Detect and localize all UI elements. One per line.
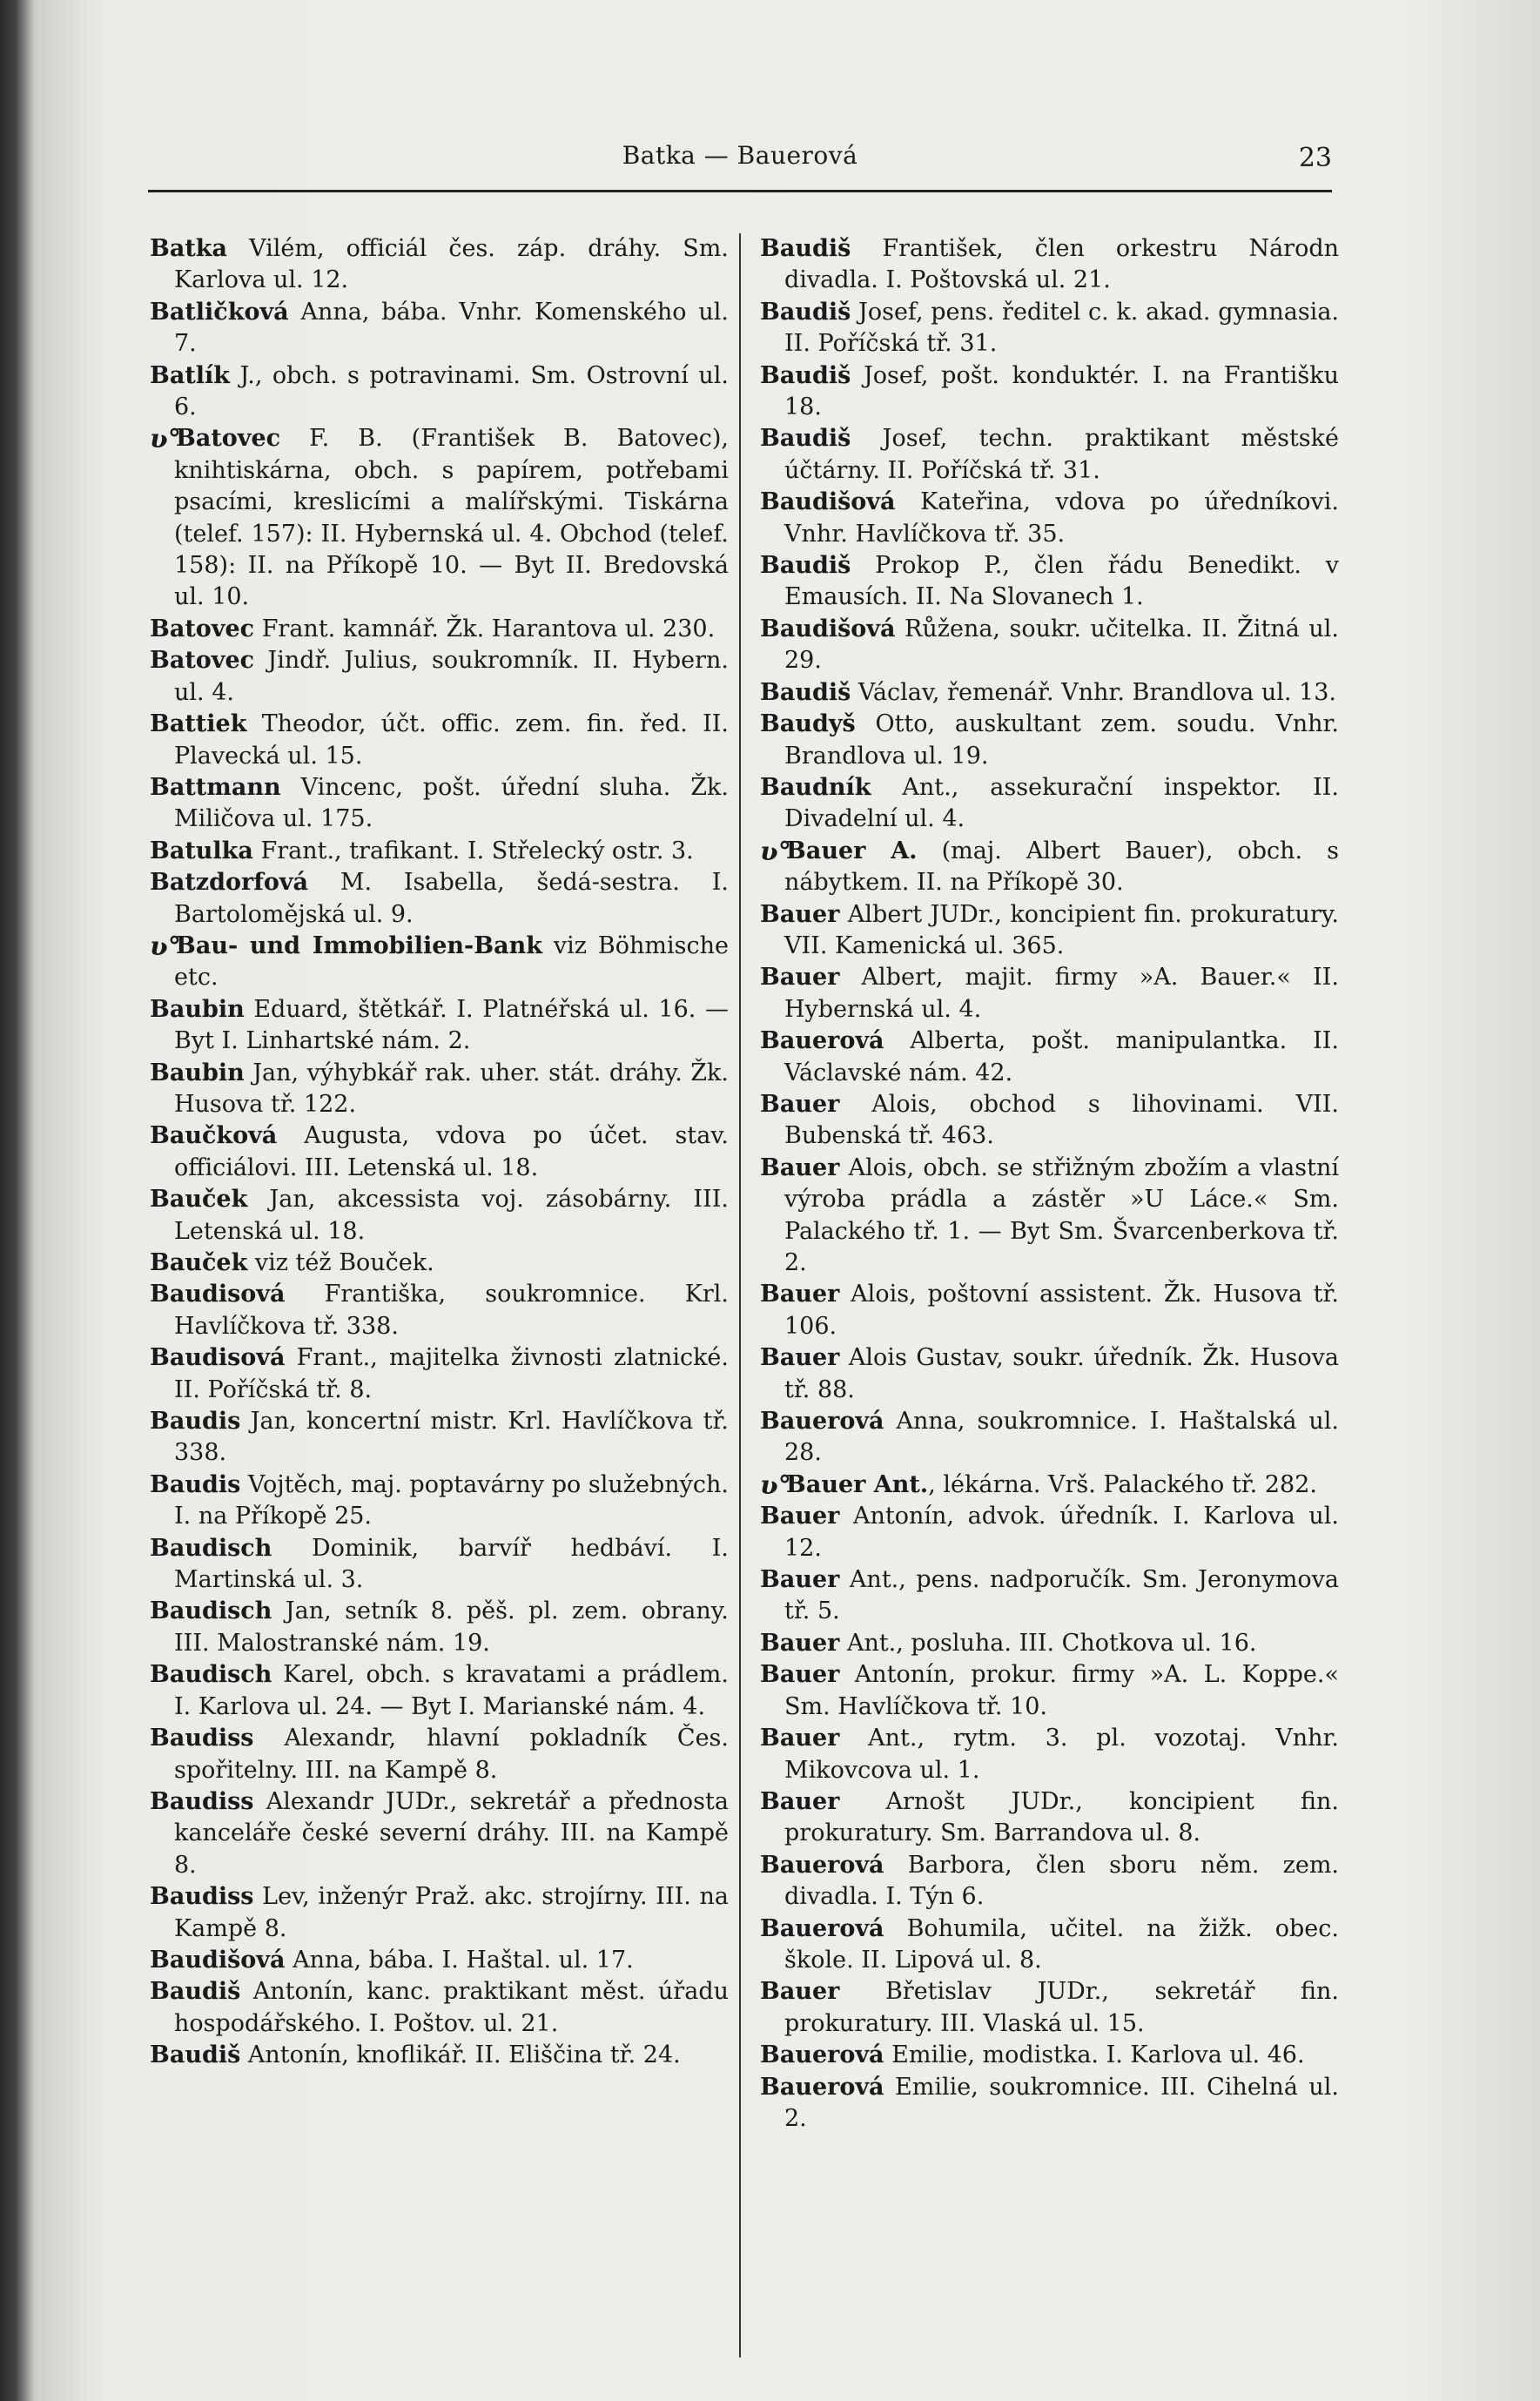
directory-entry: [760, 1279, 1339, 1342]
directory-entry: [760, 614, 1339, 677]
directory-entry: [150, 1881, 729, 1945]
entry-name: Baudiš: [760, 361, 851, 389]
directory-entry: [760, 2040, 1339, 2071]
entry-name: Baudišová: [150, 1946, 286, 1974]
entry-details: František, člen orkestru Národn divadla. I. Poštovská ul. 21.: [784, 235, 1339, 294]
entry-details: Anna, bába. Vnhr. Komenského ul. 7.: [174, 298, 729, 358]
entry-details: Frant., trafikant. I. Střelecký ostr. 3.: [252, 837, 694, 864]
entry-name: Bauer: [760, 1725, 840, 1752]
left-column: [150, 233, 729, 2072]
entry-details: viz též Bouček.: [247, 1249, 434, 1276]
directory-entry: [760, 1628, 1339, 1659]
directory-entry: [760, 1723, 1339, 1786]
entry-details: Alexandr JUDr., sekretář a přednosta kanceláře české severní dráhy. III. na Kampě 8.: [174, 1787, 729, 1879]
entry-details: Jan, setník 8. pěš. pl. zem. obrany. III. Malostranské nám. 19.: [174, 1597, 729, 1657]
entry-details: M. Isabella, šedá-sestra. I. Bartolomějská ul. 9.: [174, 869, 729, 928]
entry-details: Václav, řemenář. Vnhr. Brandlova ul. 13.: [851, 678, 1336, 706]
entry-details: Barbora, člen sboru něm. zem. divadla. I. Týn 6.: [784, 1851, 1339, 1911]
directory-entry: [760, 899, 1339, 963]
directory-entry: [760, 1786, 1339, 1850]
entry-name: Baudiš: [760, 298, 851, 326]
entry-name: Bauer: [760, 964, 840, 992]
directory-entry: [150, 1659, 729, 1723]
directory-entry: [150, 1945, 729, 1976]
entry-details: Albert JUDr., koncipient fin. prokuratury. VII. Kamenická ul. 365.: [784, 900, 1339, 959]
entry-details: Augusta, vdova po účet. stav. officiálovi. III. Letenská ul. 18.: [174, 1122, 729, 1181]
directory-entry: [760, 1153, 1339, 1280]
directory-entry: [150, 1470, 729, 1533]
entry-details: Vincenc, pošt. úřední sluha. Žk. Miličova ul. 175.: [174, 773, 729, 833]
entry-details: F. B. (František B. Batovec), knihtiskárna, obch. s papírem, potřebami psacími, kreslicími a malířskými. Tiskárna (telef. 157): II. Hybernská ul. 4. Obchod (telef. 158): II. na Příkopě 10. — Byt II. Bredovská ul. 10.: [174, 425, 729, 611]
entry-name: Baudisch: [150, 1597, 272, 1625]
entry-details: Albert, majit. firmy »A. Bauer.« II. Hybernská ul. 4.: [784, 964, 1339, 1023]
entry-details: Vojtěch, maj. poptavárny po služebných. I. na Příkopě 25.: [174, 1470, 729, 1530]
entry-details: Alberta, pošt. manipulantka. II. Václavské nám. 42.: [784, 1027, 1339, 1086]
entry-details: Kateřina, vdova po úředníkovi. Vnhr. Havlíčkova tř. 35.: [784, 488, 1339, 548]
entry-details: Antonín, prokur. firmy »A. L. Koppe.« Sm. Havlíčkova tř. 10.: [784, 1661, 1339, 1720]
directory-entry: [760, 297, 1339, 360]
entry-details: Vilém, officiál čes. záp. dráhy. Sm. Karlova ul. 12.: [174, 235, 729, 294]
entry-name: Bauer: [760, 1661, 840, 1689]
directory-entry: [150, 297, 729, 360]
entry-details: Růžena, soukr. učitelka. II. Žitná ul. 29.: [784, 615, 1339, 675]
entry-details: Emilie, soukromnice. III. Cihelná ul. 2.: [784, 2073, 1339, 2132]
entry-name: Bauerová: [760, 2041, 884, 2069]
entry-details: Ant., posluha. III. Chotkova ul. 16.: [839, 1629, 1257, 1657]
entry-name: Batlík: [150, 361, 231, 389]
entry-name: Bauer: [760, 1566, 840, 1594]
directory-entry: [150, 709, 729, 772]
entry-details: Otto, auskultant zem. soudu. Vnhr. Brandlova ul. 19.: [784, 710, 1339, 770]
entry-name: Baudiš: [760, 425, 851, 453]
entry-details: Ant., assekurační inspektor. II. Divadelní ul. 4.: [784, 773, 1339, 833]
entry-name: Bauer: [760, 1503, 840, 1530]
header-title: Batka — Bauerová: [622, 141, 858, 170]
entry-details: Eduard, štětkář. I. Platnéřská ul. 16. — Byt I. Linhartské nám. 2.: [174, 995, 729, 1055]
directory-entry: [760, 1501, 1339, 1564]
entry-details: viz Böhmische etc.: [174, 931, 729, 992]
directory-entry: [150, 360, 729, 424]
entry-name: Baudiš: [760, 678, 851, 706]
entry-details: J., obch. s potravinami. Sm. Ostrovní ul. 6.: [174, 361, 729, 421]
entry-details: , lékárna. Vrš. Palackého tř. 282.: [928, 1470, 1317, 1498]
entry-name: Baubin: [150, 1059, 245, 1086]
entry-details: Arnošt JUDr., koncipient fin. prokuratury. Sm. Barrandova ul. 8.: [784, 1787, 1339, 1847]
telephone-mark-icon: ʋ°: [760, 836, 791, 867]
entry-name: Bauer: [760, 1629, 840, 1657]
entry-name: Baudiss: [150, 1787, 254, 1815]
entry-details: Jan, akcessista voj. zásobárny. III. Letenská ul. 18.: [174, 1186, 729, 1245]
directory-entry: [760, 423, 1339, 487]
entry-name: Bauerová: [760, 1408, 884, 1436]
entry-details: Lev, inženýr Praž. akc. strojírny. III. na Kampě 8.: [174, 1883, 729, 1942]
entry-details: Alois Gustav, soukr. úředník. Žk. Husova tř. 88.: [784, 1344, 1339, 1403]
directory-entry: [150, 1723, 729, 1786]
entry-name: Baubin: [150, 995, 245, 1023]
directory-entry: [150, 1533, 729, 1597]
directory-entry: [760, 1342, 1339, 1406]
directory-entry: [760, 709, 1339, 772]
entry-details: Alois, obchod s lihovinami. VII. Bubenská tř. 463.: [784, 1090, 1339, 1150]
entry-name: Baudiš: [150, 2041, 241, 2069]
entry-name: Batzdorfová: [150, 869, 309, 897]
entry-name: Bauček: [150, 1249, 248, 1276]
directory-entry: [150, 1976, 729, 2040]
entry-details: Ant., pens. nadporučík. Sm. Jeronymova tř. 5.: [784, 1566, 1339, 1625]
entry-name: Batovec: [176, 425, 281, 453]
entry-details: Josef, pošt. konduktér. I. na Františku 18.: [784, 361, 1339, 421]
entry-details: Alexandr, hlavní pokladník Čes. spořitelny. III. na Kampě 8.: [174, 1725, 729, 1784]
entry-details: Theodor, účt. offic. zem. fin. řed. II. Plavecká ul. 15.: [174, 710, 729, 770]
entry-name: Batličková: [150, 298, 289, 326]
entry-details: Jan, koncertní mistr. Krl. Havlíčkova tř. 338.: [174, 1408, 729, 1467]
directory-entry: [150, 867, 729, 931]
entry-details: Antonín, advok. úředník. I. Karlova ul. 12.: [784, 1503, 1339, 1562]
telephone-mark-icon: ʋ°: [150, 424, 181, 455]
entry-name: Baudisch: [150, 1534, 272, 1562]
entry-name: Baudisová: [150, 1281, 286, 1308]
entry-name: Baudiš: [150, 1978, 241, 2006]
directory-entry: [150, 645, 729, 709]
entry-name: Baudiš: [760, 235, 851, 262]
entry-details: Frant. kamnář. Žk. Harantova ul. 230.: [254, 615, 716, 642]
directory-entry: [760, 1659, 1339, 1723]
page-number: 23: [1298, 143, 1332, 173]
entry-name: Bauer: [760, 1090, 840, 1118]
directory-entry: [150, 836, 729, 867]
directory-entry: [150, 423, 729, 613]
entry-name: Bauerová: [760, 1851, 884, 1879]
entry-name: Batulka: [150, 837, 253, 864]
directory-entry: [150, 1248, 729, 1279]
directory-entry: [760, 677, 1339, 709]
entry-details: Františka, soukromnice. Krl. Havlíčkova tř. 338.: [174, 1281, 729, 1340]
directory-entry: [150, 2040, 729, 2071]
directory-entry: [760, 1406, 1339, 1470]
directory-entry: [760, 487, 1339, 550]
entry-name: Batovec: [150, 647, 255, 675]
entry-details: Emilie, modistka. I. Karlova ul. 46.: [884, 2041, 1305, 2069]
entry-name: Baudiss: [150, 1883, 254, 1911]
directory-entry: [150, 994, 729, 1058]
directory-entry: [760, 360, 1339, 424]
entry-details: (maj. Albert Bauer), obch. s nábytkem. II. na Příkopě 30.: [784, 837, 1339, 897]
entry-name: Battiek: [150, 710, 247, 738]
entry-details: Jindř. Julius, soukromník. II. Hybern. ul. 4.: [174, 647, 729, 706]
directory-entry: [150, 614, 729, 645]
telephone-mark-icon: ʋ°: [760, 1470, 791, 1501]
directory-entry: [150, 1120, 729, 1184]
entry-name: Baudisová: [150, 1344, 286, 1372]
column-divider: [739, 233, 741, 2357]
entry-name: Battmann: [150, 773, 281, 801]
directory-entry: [150, 1786, 729, 1881]
entry-name: Bauerová: [760, 1914, 884, 1942]
entry-details: Bohumila, učitel. na žižk. obec. škole. II. Lipová ul. 8.: [784, 1914, 1339, 1974]
entry-name: Baučková: [150, 1122, 278, 1150]
directory-entry: [150, 233, 729, 297]
entry-name: Baudis: [150, 1470, 241, 1498]
directory-entry: [760, 1913, 1339, 1977]
entry-details: Antonín, knoflikář. II. Eliščina tř. 24.: [240, 2041, 681, 2069]
entry-details: Anna, soukromnice. I. Haštalská ul. 28.: [784, 1408, 1339, 1467]
entry-details: Josef, pens. ředitel c. k. akad. gymnasia. II. Poříčská tř. 31.: [784, 298, 1339, 358]
entry-details: Anna, bába. I. Haštal. ul. 17.: [285, 1946, 634, 1974]
entry-name: Baudišová: [760, 488, 896, 516]
entry-details: Alois, poštovní assistent. Žk. Husova tř. 106.: [784, 1281, 1339, 1340]
entry-name: Baudiss: [150, 1725, 254, 1752]
directory-entry: [760, 836, 1339, 899]
entry-details: Alois, obch. se střižným zbožím a vlastní výroba prádla a zástěr »U Láce.« Sm. Palackého tř. 1. — Byt Sm. Švarcenberkova tř. 2.: [784, 1153, 1339, 1276]
directory-entry: [760, 233, 1339, 297]
entry-details: Josef, techn. praktikant městské účtárny. II. Poříčská tř. 31.: [784, 425, 1339, 484]
directory-entry: [760, 1850, 1339, 1913]
directory-entry: [760, 1089, 1339, 1153]
directory-entry: [150, 1184, 729, 1248]
entry-name: Baudiš: [760, 552, 851, 580]
entry-details: Prokop P., člen řádu Benedikt. v Emausích. II. Na Slovanech 1.: [784, 552, 1339, 611]
entry-details: Břetislav JUDr., sekretář fin. prokuratury. III. Vlaská ul. 15.: [784, 1978, 1339, 2037]
directory-entry: [760, 550, 1339, 614]
directory-entry: [760, 1026, 1339, 1089]
entry-name: Baudis: [150, 1408, 241, 1436]
entry-name: Baudyš: [760, 710, 856, 738]
directory-entry: [760, 2072, 1339, 2135]
entry-name: Bauerová: [760, 2073, 884, 2101]
directory-entry: [760, 772, 1339, 836]
directory-entry: [760, 1564, 1339, 1628]
right-column: [760, 233, 1339, 2135]
entry-details: Karel, obch. s kravatami a prádlem. I. Karlova ul. 24. — Byt I. Marianské nám. 4.: [174, 1661, 729, 1720]
entry-details: Frant., majitelka živnosti zlatnické. II. Poříčská tř. 8.: [174, 1344, 729, 1403]
entry-name: Bauer: [760, 1978, 840, 2006]
directory-entry: [150, 1596, 729, 1659]
entry-details: Jan, výhybkář rak. uher. stát. dráhy. Žk. Husova tř. 122.: [174, 1059, 729, 1118]
directory-entry: [150, 1279, 729, 1342]
directory-entry: [760, 1470, 1339, 1501]
running-header: [148, 138, 1332, 181]
entry-name: Bau- und Immobilien-Bank: [176, 931, 542, 959]
entry-name: Bauer Ant.: [786, 1470, 929, 1498]
entry-name: Baudisch: [150, 1661, 272, 1689]
entry-name: Bauer: [760, 1787, 840, 1815]
entry-name: Bauer: [760, 1281, 840, 1308]
entry-name: Bauerová: [760, 1027, 884, 1055]
directory-entry: [150, 1058, 729, 1121]
entry-name: Bauček: [150, 1186, 248, 1214]
directory-entry: [760, 962, 1339, 1026]
entry-details: Antonín, kanc. praktikant měst. úřadu hospodářského. I. Poštov. ul. 21.: [174, 1978, 729, 2037]
entry-name: Bauer: [760, 1344, 840, 1372]
entry-name: Baudník: [760, 773, 871, 801]
directory-entry: [150, 1342, 729, 1406]
telephone-mark-icon: ʋ°: [150, 931, 181, 962]
entry-name: Bauer: [760, 900, 840, 928]
directory-entry: [150, 772, 729, 836]
entry-details: Dominik, barvíř hedbáví. I. Martinská ul. 3.: [174, 1534, 729, 1594]
entry-name: Batovec: [150, 615, 255, 642]
directory-entry: [760, 1976, 1339, 2040]
directory-entry: [150, 931, 729, 994]
header-rule: [148, 190, 1332, 192]
entry-name: Bauer A.: [786, 837, 918, 864]
directory-entry: [150, 1406, 729, 1470]
entry-name: Baudišová: [760, 615, 896, 642]
entry-name: Bauer: [760, 1153, 840, 1181]
entry-name: Batka: [150, 235, 227, 262]
entry-details: Ant., rytm. 3. pl. vozotaj. Vnhr. Mikovcova ul. 1.: [784, 1725, 1339, 1784]
